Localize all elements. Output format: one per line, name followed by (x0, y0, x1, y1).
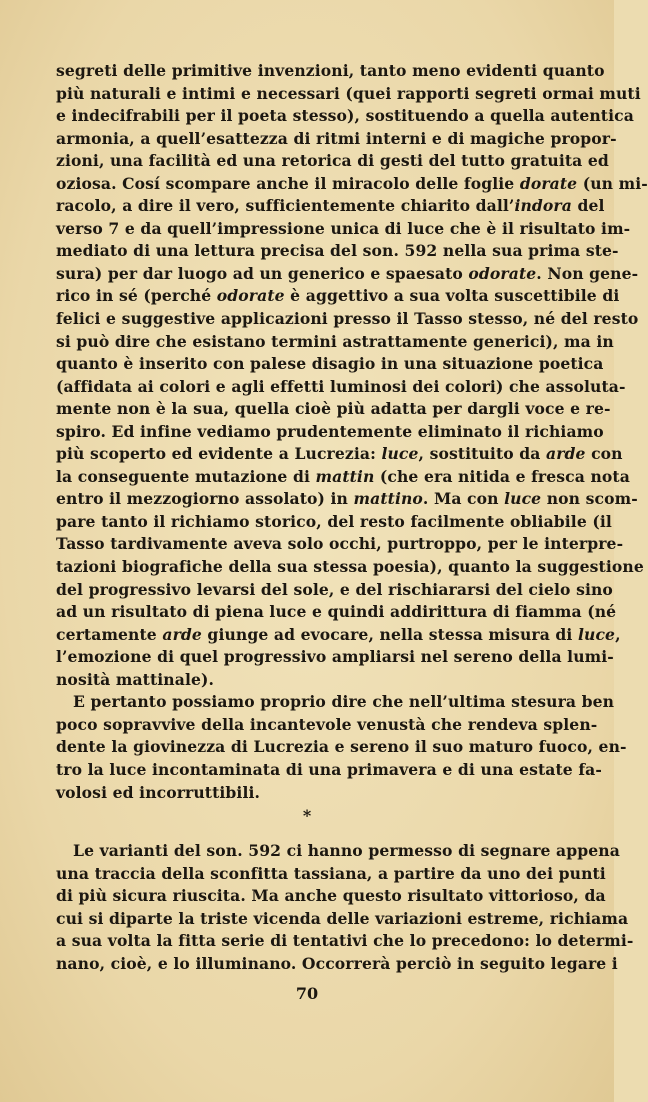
text-line: nosità mattinale). (56, 669, 215, 689)
paragraph-2 (56, 691, 627, 804)
text-line: sura) per dar luogo ad un generico e spaesato odorate. Non gene- (56, 263, 639, 283)
text-line: si può dire che esistano termini astrattamente generici), ma in (56, 331, 614, 351)
text-line: cui si diparte la triste vicenda delle variazioni estreme, richiama (56, 908, 629, 928)
text-line: del progressivo levarsi del sole, e del rischiararsi del cielo sino (56, 579, 613, 599)
text-line: Tasso tardivamente aveva solo occhi, purtroppo, per le interpre- (56, 534, 624, 554)
text-line: nano, cioè, e lo illuminano. Occorrerà perciò in seguito legare i (56, 953, 618, 973)
text-line: armonia, a quell’esattezza di ritmi interni e di magiche propor- (56, 128, 617, 148)
paragraph-1 (56, 60, 648, 691)
text-line: E pertanto possiamo proprio dire che nell’ultima stesura ben (73, 692, 615, 712)
text-line: quanto è inserito con palese disagio in una situazione poetica (56, 354, 604, 374)
text-line: l’emozione di quel progressivo ampliarsi nel sereno della lumi- (56, 647, 614, 667)
text-line: mediato di una lettura precisa del son. 592 nella sua prima ste- (56, 241, 619, 261)
text-line: spiro. Ed infine vediamo prudentemente eliminato il richiamo (56, 421, 604, 441)
text-line: tro la luce incontaminata di una primavera e di una estate fa- (56, 759, 602, 779)
text-line: entro il mezzogiorno assolato) in mattino. Ma con luce non scom- (56, 489, 638, 509)
text-line: tazioni biografiche della sua stessa poesia), quanto la suggestione (56, 557, 644, 577)
text-line: zioni, una facilità ed una retorica di gesti del tutto gratuita ed (56, 151, 609, 171)
text-line: mente non è la sua, quella cioè più adatta per dargli voce e re- (56, 399, 611, 419)
text-line: pare tanto il richiamo storico, del resto facilmente obliabile (il (56, 511, 612, 531)
text-line: e indecifrabili per il poeta stesso), sostituendo a quella autentica (56, 106, 634, 126)
text-line: felici e suggestive applicazioni presso il Tasso stesso, né del resto (56, 309, 639, 329)
section-separator: * (302, 806, 312, 825)
main-text-top (56, 60, 648, 804)
text-line: di più sicura riuscita. Ma anche questo risultato vittorioso, da (56, 886, 606, 906)
text-line: più naturali e intimi e necessari (quei rapporti segreti ormai muti (56, 83, 641, 103)
text-line: una traccia della sconfitta tassiana, a partire da uno dei punti (56, 863, 606, 883)
text-line: oziosa. Cosí scompare anche il miracolo delle foglie dorate (un mi- (56, 173, 648, 193)
text-line: rico in sé (perché odorate è aggettivo a sua volta suscettibile di (56, 286, 620, 306)
page-number: 70 (295, 984, 319, 1003)
text-line: racolo, a dire il vero, sufficientemente chiarito dall’indora del (56, 196, 605, 216)
text-line: poco sopravvive della incantevole venustà che rendeva splen- (56, 714, 598, 734)
text-line: certamente arde giunge ad evocare, nella stessa misura di luce, (56, 624, 621, 644)
text-line: Le varianti del son. 592 ci hanno permesso di segnare appena (73, 841, 620, 860)
text-line: la conseguente mutazione di mattin (che era nitida e fresca nota (56, 466, 630, 486)
text-line: più scoperto ed evidente a Lucrezia: luce, sostituito da arde con (56, 444, 623, 464)
main-text-bottom (56, 840, 634, 975)
text-line: verso 7 e da quell’impressione unica di luce che è il risultato im- (56, 218, 631, 238)
text-line: (affidata ai colori e agli effetti luminosi dei colori) che assoluta- (56, 376, 626, 396)
text-line: volosi ed incorruttibili. (56, 782, 261, 802)
text-line: segreti delle primitive invenzioni, tanto meno evidenti quanto (56, 61, 605, 80)
paragraph-3 (56, 840, 634, 975)
text-line: dente la giovinezza di Lucrezia e sereno il suo maturo fuoco, en- (56, 737, 627, 757)
text-line: a sua volta la fitta serie di tentativi che lo precedono: lo determi- (56, 931, 634, 951)
text-line: ad un risultato di piena luce e quindi addirittura di fiamma (né (56, 602, 617, 622)
